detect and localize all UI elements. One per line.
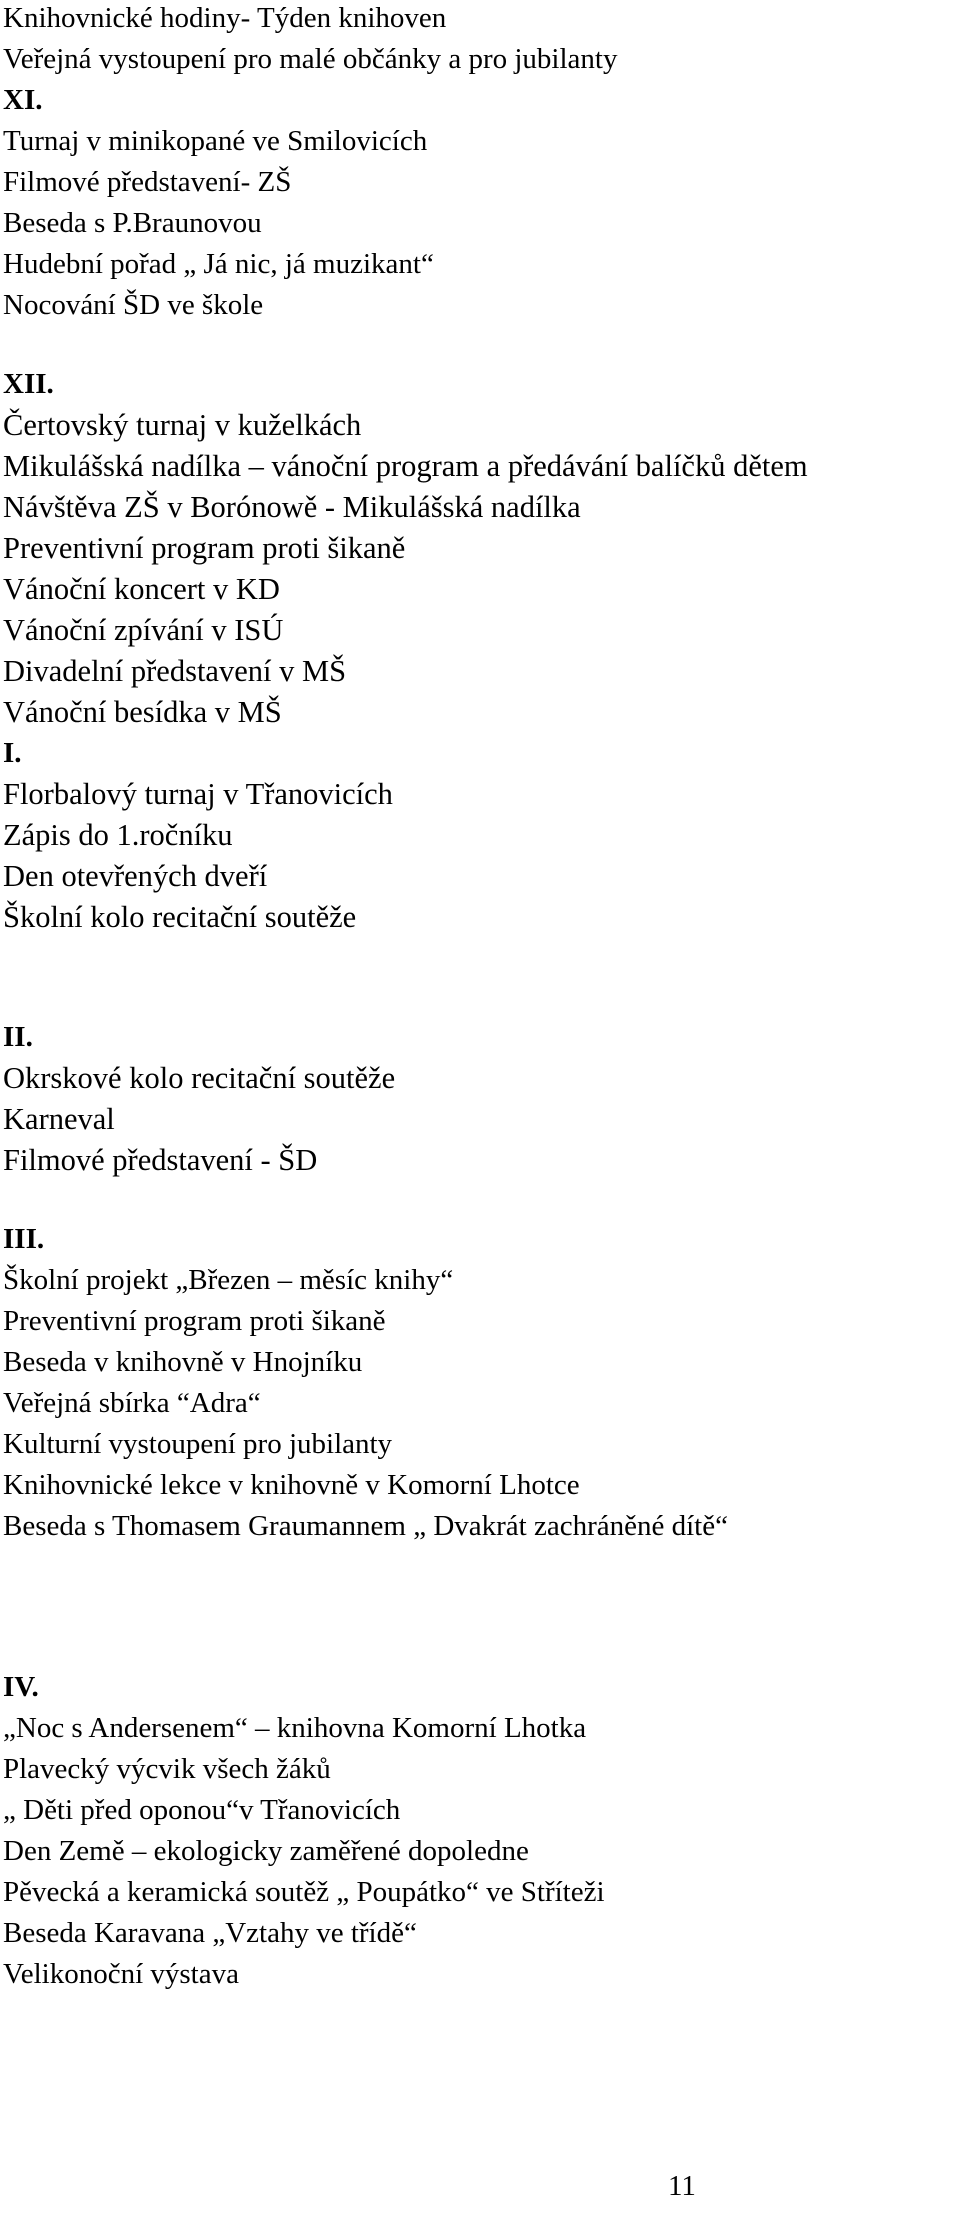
list-item: Karneval — [3, 1102, 115, 1136]
list-item: Školní projekt „Březen – měsíc knihy“ — [3, 1264, 454, 1296]
list-item: Návštěva ZŠ v Borónowě - Mikulášská nadílka — [3, 490, 581, 524]
list-item: Preventivní program proti šikaně — [3, 531, 406, 565]
list-item: Vánoční besídka v MŠ — [3, 695, 282, 729]
list-item: Velikonoční výstava — [3, 1958, 239, 1990]
month-heading: I. — [3, 737, 22, 769]
list-item: „ Děti před oponou“v Třanovicích — [3, 1794, 401, 1826]
list-item: Turnaj v minikopané ve Smilovicích — [3, 125, 428, 157]
month-heading: XII. — [3, 368, 54, 400]
list-item: Veřejná vystoupení pro malé občánky a pro jubilanty — [3, 43, 618, 75]
list-item: Den otevřených dveří — [3, 859, 268, 893]
list-item: Filmové představení- ZŠ — [3, 166, 292, 198]
list-item: Kulturní vystoupení pro jubilanty — [3, 1428, 393, 1460]
list-item: Divadelní představení v MŠ — [3, 654, 347, 688]
list-item: Vánoční zpívání v ISÚ — [3, 613, 284, 647]
list-item: Veřejná sbírka “Adra“ — [3, 1387, 261, 1419]
list-item: Vánoční koncert v KD — [3, 572, 280, 606]
list-item: Knihovnické hodiny- Týden knihoven — [3, 2, 447, 34]
list-item: Filmové představení - ŠD — [3, 1143, 318, 1177]
list-item: Čertovský turnaj v kuželkách — [3, 408, 362, 442]
month-heading: XI. — [3, 84, 43, 116]
list-item: Hudební pořad „ Já nic, já muzikant“ — [3, 248, 434, 280]
list-item: Beseda Karavana „Vztahy ve třídě“ — [3, 1917, 417, 1949]
list-item: Beseda s P.Braunovou — [3, 207, 262, 239]
list-item: Nocování ŠD ve škole — [3, 289, 264, 321]
month-heading: II. — [3, 1021, 33, 1053]
list-item: Pěvecká a keramická soutěž „ Poupátko“ ve Stříteži — [3, 1876, 605, 1908]
list-item: Beseda v knihovně v Hnojníku — [3, 1346, 363, 1378]
month-heading: IV. — [3, 1671, 39, 1703]
list-item: Okrskové kolo recitační soutěže — [3, 1061, 396, 1095]
list-item: Florbalový turnaj v Třanovicích — [3, 777, 393, 811]
list-item: Preventivní program proti šikaně — [3, 1305, 386, 1337]
list-item: Knihovnické lekce v knihovně v Komorní Lhotce — [3, 1469, 580, 1501]
list-item: Plavecký výcvik všech žáků — [3, 1753, 331, 1785]
list-item: Mikulášská nadílka – vánoční program a předávání balíčků dětem — [3, 449, 808, 483]
list-item: Den Země – ekologicky zaměřené dopoledne — [3, 1835, 529, 1867]
month-heading: III. — [3, 1223, 45, 1255]
page-number: 11 — [668, 2170, 696, 2202]
list-item: Školní kolo recitační soutěže — [3, 900, 357, 934]
list-item: „Noc s Andersenem“ – knihovna Komorní Lhotka — [3, 1712, 587, 1744]
list-item: Zápis do 1.ročníku — [3, 818, 233, 852]
list-item: Beseda s Thomasem Graumannem „ Dvakrát zachráněné dítě“ — [3, 1510, 728, 1542]
